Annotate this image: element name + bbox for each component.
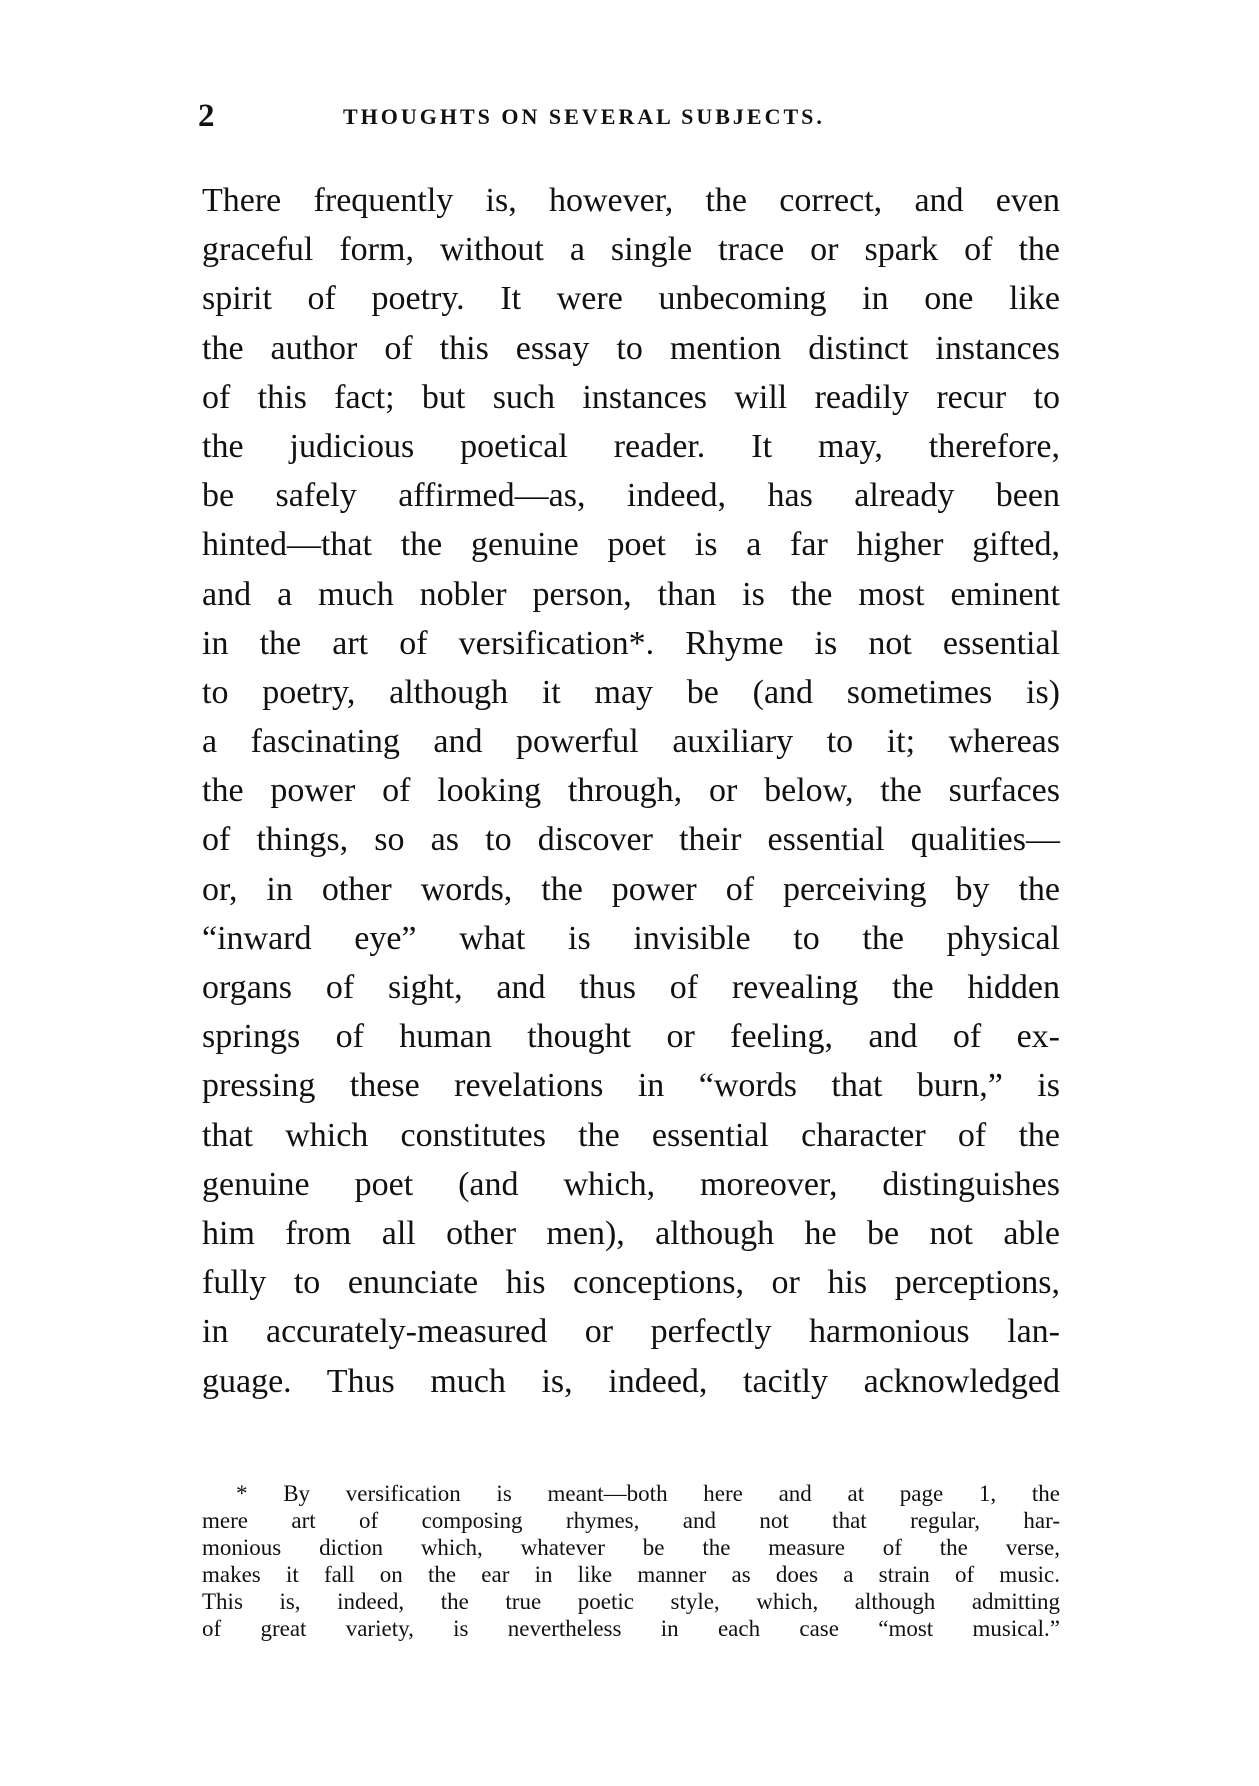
body-line: guage. Thus much is, indeed, tacitly acknowledged: [202, 1362, 1060, 1400]
body-line: hinted—that the genuine poet is a far higher gifted,: [202, 526, 1060, 564]
body-line: organs of sight, and thus of revealing the hidden: [202, 969, 1060, 1006]
body-text: [202, 176, 1060, 1406]
running-head: [198, 98, 1058, 138]
body-line: the author of this essay to mention distinct instances: [202, 329, 1060, 367]
body-line: “inward eye” what is invisible to the physical: [202, 919, 1060, 957]
body-line: genuine poet (and which, moreover, distinguishes: [202, 1165, 1060, 1203]
body-line: to poetry, although it may be (and sometimes is): [202, 673, 1060, 711]
body-line: fully to enunciate his conceptions, or his perceptions,: [202, 1264, 1060, 1302]
body-line: a fascinating and powerful auxiliary to it; whereas: [202, 723, 1060, 761]
body-line: the judicious poetical reader. It may, therefore,: [202, 427, 1060, 465]
body-line: of this fact; but such instances will readily recur to: [202, 378, 1060, 416]
footnote-line: makes it fall on the ear in like manner as does a strain of music.: [202, 1562, 1060, 1587]
footnote: [202, 1480, 1060, 1642]
body-line: and a much nobler person, than is the most eminent: [202, 575, 1060, 613]
body-line: in accurately-measured or perfectly harmonious lan-: [202, 1313, 1060, 1351]
body-line: spirit of poetry. It were unbecoming in one like: [202, 280, 1060, 318]
footnote-line: This is, indeed, the true poetic style, which, although admitting: [202, 1589, 1060, 1614]
footnote-line: mere art of composing rhymes, and not that regular, har-: [202, 1508, 1060, 1533]
footnote-line: * By versification is meant—both here and at page 1, the: [236, 1481, 1060, 1506]
page-number: 2: [198, 98, 215, 134]
body-line: springs of human thought or feeling, and of ex-: [202, 1018, 1060, 1056]
footnote-line: of great variety, is nevertheless in each case “most musical.”: [202, 1616, 1060, 1641]
body-line: graceful form, without a single trace or spark of the: [202, 231, 1060, 269]
body-line: him from all other men), although he be not able: [202, 1214, 1060, 1252]
body-line: that which constitutes the essential character of the: [202, 1116, 1060, 1154]
body-line: pressing these revelations in “words that burn,” is: [202, 1067, 1060, 1105]
body-line: be safely affirmed—as, indeed, has already been: [202, 477, 1060, 515]
body-line: or, in other words, the power of perceiving by the: [202, 870, 1060, 908]
footnote-line: monious diction which, whatever be the measure of the verse,: [202, 1535, 1060, 1560]
running-title: THOUGHTS ON SEVERAL SUBJECTS.: [343, 104, 825, 129]
body-line: There frequently is, however, the correct, and even: [202, 182, 1060, 219]
body-line: of things, so as to discover their essential qualities—: [202, 821, 1060, 859]
body-line: in the art of versification*. Rhyme is not essential: [202, 624, 1060, 662]
body-line: the power of looking through, or below, the surfaces: [202, 772, 1060, 810]
